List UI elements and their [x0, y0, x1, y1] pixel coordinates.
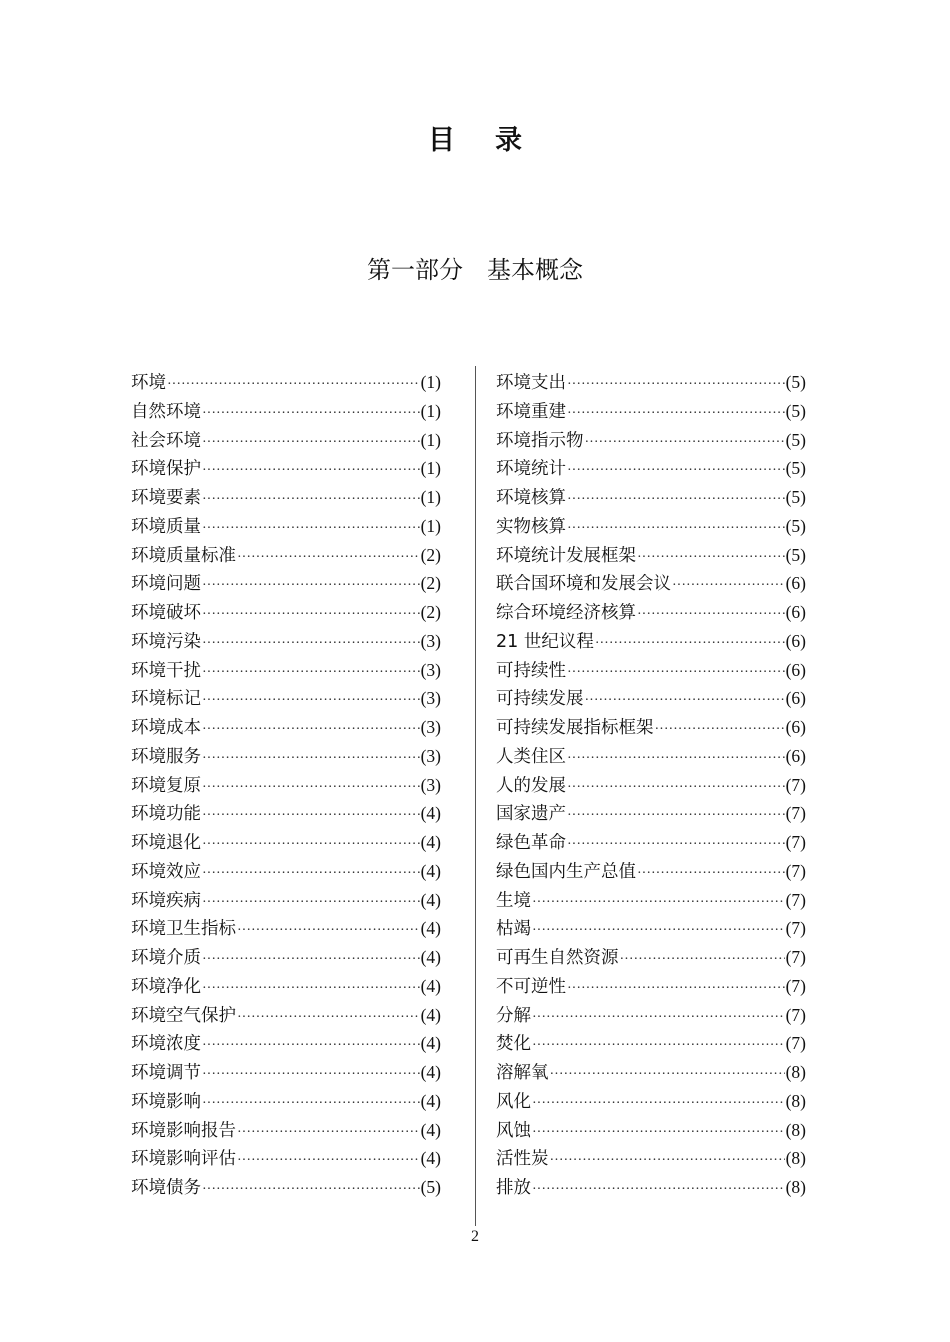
toc-entry-term: 环境要素	[131, 488, 201, 508]
toc-entry-page: (4)	[420, 1004, 441, 1025]
toc-entry-term: 环境质量	[131, 516, 201, 537]
toc-entry-page: (5)	[785, 487, 806, 507]
toc-entry[interactable]	[496, 742, 806, 771]
toc-entry-page: (2)	[420, 544, 441, 565]
toc-entry[interactable]	[496, 1087, 806, 1116]
toc-entry-page: (7)	[785, 975, 806, 996]
toc-entry-page: (6)	[785, 573, 806, 594]
dot-leader	[532, 1119, 785, 1145]
dot-leader	[202, 515, 420, 541]
toc-entry[interactable]	[131, 742, 441, 771]
toc-entry-term: 焚化	[496, 1034, 531, 1055]
toc-entry[interactable]	[496, 541, 806, 570]
toc-entry[interactable]	[496, 512, 806, 541]
dot-leader	[237, 544, 420, 570]
toc-entry-page: (7)	[785, 774, 806, 795]
toc-entry[interactable]	[131, 512, 441, 541]
toc-entry-page: (8)	[785, 1177, 806, 1197]
dot-leader	[672, 572, 785, 598]
document-title: 目录	[428, 125, 562, 156]
toc-entry-page: (1)	[420, 515, 441, 536]
toc-entry-term: 绿色国内生产总值	[496, 861, 636, 882]
toc-entry[interactable]	[131, 799, 441, 828]
toc-entry-term: 21 世纪议程	[496, 631, 594, 652]
toc-entry-term: 环境卫生指标	[131, 919, 236, 940]
dot-leader	[202, 774, 420, 800]
toc-entry-term: 环境影响评估	[131, 1149, 236, 1170]
dot-leader	[237, 1004, 420, 1030]
toc-entry-page: (7)	[785, 1033, 806, 1054]
dot-leader	[202, 889, 420, 915]
toc-entry-page: (3)	[420, 745, 441, 766]
dot-leader	[202, 1032, 420, 1058]
toc-entry[interactable]	[131, 541, 441, 570]
dot-leader	[202, 745, 420, 771]
dot-leader	[620, 946, 785, 972]
toc-entry-page: (1)	[420, 429, 441, 450]
toc-entry[interactable]	[496, 397, 806, 426]
toc-entry-term: 环境核算	[496, 488, 566, 508]
toc-entry[interactable]	[496, 598, 806, 627]
toc-entry-page: (6)	[785, 659, 806, 680]
toc-entry-term: 环境疾病	[131, 890, 201, 911]
toc-entry[interactable]	[496, 943, 806, 972]
toc-entry-term: 环境影响报告	[131, 1120, 236, 1141]
toc-entry-term: 活性炭	[496, 1149, 549, 1170]
toc-entry-term: 可持续发展指标框架	[496, 718, 654, 738]
toc-entry-term: 环境统计发展框架	[496, 545, 636, 566]
toc-entry[interactable]	[496, 914, 806, 943]
dot-leader	[567, 400, 785, 426]
toc-entry[interactable]	[131, 1173, 441, 1202]
dot-leader	[595, 630, 785, 656]
toc-entry[interactable]	[131, 656, 441, 685]
toc-entry[interactable]	[131, 914, 441, 943]
toc-entry-page: (1)	[420, 487, 441, 507]
toc-entry[interactable]	[496, 972, 806, 1001]
dot-leader	[532, 1032, 785, 1058]
toc-entry-term: 环境统计	[496, 459, 566, 480]
toc-entry-page: (4)	[420, 832, 441, 852]
toc-entry-term: 环境效应	[131, 861, 201, 882]
toc-entry[interactable]	[496, 857, 806, 886]
dot-leader	[202, 457, 420, 483]
toc-entry-page: (7)	[785, 918, 806, 939]
dot-leader	[202, 716, 420, 742]
toc-entry-term: 环境标记	[131, 689, 201, 710]
toc-entry[interactable]	[496, 1144, 806, 1173]
toc-entry-term: 综合环境经济核算	[496, 603, 636, 623]
toc-entry-term: 枯竭	[496, 919, 531, 940]
toc-entry[interactable]	[496, 1116, 806, 1145]
toc-entry[interactable]	[131, 684, 441, 713]
dot-leader	[202, 400, 420, 426]
toc-entry[interactable]	[131, 1144, 441, 1173]
toc-entry-term: 绿色革命	[496, 833, 566, 853]
toc-entry[interactable]	[496, 1173, 806, 1202]
toc-entry-page: (1)	[420, 400, 441, 421]
toc-entry-page: (5)	[785, 372, 806, 392]
toc-entry-term: 环境服务	[131, 746, 201, 767]
toc-entry-page: (5)	[420, 1177, 441, 1197]
toc-entry[interactable]	[496, 886, 806, 915]
toc-entry-term: 环境	[131, 373, 166, 393]
page-number: 2	[471, 1228, 479, 1245]
dot-leader	[202, 802, 420, 828]
toc-entry-page: (7)	[785, 803, 806, 824]
toc-entry[interactable]	[496, 713, 806, 742]
dot-leader	[567, 659, 785, 685]
dot-leader	[202, 831, 420, 857]
toc-entry[interactable]	[496, 799, 806, 828]
toc-entry-page: (5)	[785, 400, 806, 421]
dot-leader	[550, 1147, 785, 1173]
toc-entry-page: (8)	[785, 1119, 806, 1140]
dot-leader	[532, 1090, 785, 1116]
toc-entry-term: 人类住区	[496, 746, 566, 767]
toc-column-left	[131, 368, 441, 1202]
toc-entry-term: 风蚀	[496, 1120, 531, 1141]
dot-leader	[167, 371, 420, 397]
toc-entry-term: 风化	[496, 1091, 531, 1112]
toc-entry[interactable]	[131, 1116, 441, 1145]
dot-leader	[237, 1119, 420, 1145]
dot-leader	[567, 802, 785, 828]
dot-leader	[567, 371, 785, 397]
toc-entry-term: 溶解氧	[496, 1063, 549, 1083]
toc-entry[interactable]	[131, 972, 441, 1001]
dot-leader	[585, 429, 785, 455]
toc-entry-term: 环境退化	[131, 833, 201, 853]
toc-entry-page: (5)	[785, 515, 806, 536]
toc-entry[interactable]	[131, 426, 441, 455]
toc-entry[interactable]	[496, 426, 806, 455]
toc-entry-page: (4)	[420, 803, 441, 824]
dot-leader	[202, 1090, 420, 1116]
toc-entry-term: 可再生自然资源	[496, 948, 619, 968]
toc-entry[interactable]	[131, 1058, 441, 1087]
toc-entry-term: 环境空气保护	[131, 1005, 236, 1026]
toc-entry[interactable]	[131, 627, 441, 656]
toc-entry-page: (1)	[420, 372, 441, 392]
toc-entry-term: 自然环境	[131, 401, 201, 422]
toc-entry[interactable]	[131, 1001, 441, 1030]
section-heading: 第一部分 基本概念	[367, 256, 583, 284]
toc-entry[interactable]	[496, 1058, 806, 1087]
dot-leader	[237, 1147, 420, 1173]
toc-entry[interactable]	[496, 771, 806, 800]
dot-leader	[202, 860, 420, 886]
toc-entry-term: 环境成本	[131, 718, 201, 738]
toc-entry-page: (3)	[420, 630, 441, 651]
toc-entry-page: (4)	[420, 975, 441, 996]
toc-entry-page: (8)	[785, 1062, 806, 1082]
toc-entry-term: 可持续性	[496, 660, 566, 681]
toc-entry[interactable]	[131, 771, 441, 800]
toc-entry-page: (6)	[785, 717, 806, 737]
dot-leader	[550, 1061, 785, 1087]
dot-leader	[532, 917, 785, 943]
dot-leader	[202, 687, 420, 713]
toc-entry-term: 环境污染	[131, 631, 201, 652]
dot-leader	[532, 1004, 785, 1030]
toc-entry-page: (3)	[420, 717, 441, 737]
toc-entry-page: (3)	[420, 659, 441, 680]
toc-entry-page: (4)	[420, 947, 441, 967]
toc-entry-term: 排放	[496, 1178, 531, 1198]
toc-entry-term: 环境干扰	[131, 660, 201, 681]
toc-entry-page: (4)	[420, 1119, 441, 1140]
toc-entry-page: (6)	[785, 745, 806, 766]
dot-leader	[637, 544, 785, 570]
toc-entry-term: 环境调节	[131, 1063, 201, 1083]
toc-entry[interactable]	[496, 1001, 806, 1030]
toc-entry-term: 可持续发展	[496, 689, 584, 710]
dot-leader	[202, 659, 420, 685]
toc-entry-page: (5)	[785, 458, 806, 479]
dot-leader	[202, 946, 420, 972]
dot-leader	[532, 1176, 785, 1202]
dot-leader	[567, 457, 785, 483]
toc-entry-page: (1)	[420, 458, 441, 479]
toc-entry-page: (4)	[420, 1090, 441, 1111]
toc-entry-page: (6)	[785, 602, 806, 622]
toc-entry-term: 分解	[496, 1005, 531, 1026]
dot-leader	[202, 601, 420, 627]
toc-entry-page: (8)	[785, 1090, 806, 1111]
dot-leader	[637, 601, 785, 627]
dot-leader	[655, 716, 785, 742]
toc-entry-term: 环境指示物	[496, 430, 584, 451]
toc-entry-term: 环境债务	[131, 1178, 201, 1198]
toc-entry-term: 环境质量标准	[131, 545, 236, 566]
toc-entry-term: 环境问题	[131, 574, 201, 595]
toc-entry[interactable]	[131, 454, 441, 483]
dot-leader	[567, 486, 785, 512]
dot-leader	[567, 975, 785, 1001]
dot-leader	[567, 831, 785, 857]
toc-entry[interactable]	[131, 483, 441, 512]
toc-entry-term: 环境破坏	[131, 603, 201, 623]
dot-leader	[202, 572, 420, 598]
toc-entry[interactable]	[496, 627, 806, 656]
toc-entry[interactable]	[496, 368, 806, 397]
dot-leader	[202, 975, 420, 1001]
dot-leader	[237, 917, 420, 943]
toc-entry[interactable]	[496, 656, 806, 685]
toc-entry[interactable]	[131, 828, 441, 857]
column-divider	[475, 366, 476, 1226]
dot-leader	[567, 745, 785, 771]
toc-entry-term: 环境介质	[131, 948, 201, 968]
toc-entry-page: (7)	[785, 1004, 806, 1025]
dot-leader	[637, 860, 785, 886]
toc-entry[interactable]	[496, 684, 806, 713]
toc-entry-page: (6)	[785, 688, 806, 709]
toc-entry-page: (7)	[785, 860, 806, 881]
toc-entry-page: (7)	[785, 832, 806, 852]
toc-entry[interactable]	[496, 1029, 806, 1058]
toc-entry-term: 环境保护	[131, 459, 201, 480]
toc-entry-term: 国家遗产	[496, 804, 566, 825]
dot-leader	[202, 1176, 420, 1202]
toc-entry-page: (4)	[420, 918, 441, 939]
toc-entry-page: (8)	[785, 1148, 806, 1169]
dot-leader	[202, 486, 420, 512]
toc-entry-term: 环境净化	[131, 976, 201, 997]
toc-entry-term: 人的发展	[496, 775, 566, 796]
toc-entry-term: 环境浓度	[131, 1034, 201, 1055]
toc-entry-page: (3)	[420, 774, 441, 795]
toc-entry[interactable]	[131, 1029, 441, 1058]
toc-entry-term: 环境复原	[131, 775, 201, 796]
toc-entry-page: (5)	[785, 544, 806, 565]
toc-entry-page: (4)	[420, 1148, 441, 1169]
toc-entry-term: 生境	[496, 890, 531, 911]
toc-entry[interactable]	[131, 368, 441, 397]
toc-column-right	[496, 368, 806, 1202]
toc-entry[interactable]	[131, 886, 441, 915]
toc-entry-page: (7)	[785, 947, 806, 967]
dot-leader	[202, 429, 420, 455]
toc-entry-term: 社会环境	[131, 430, 201, 451]
toc-entry-page: (4)	[420, 1062, 441, 1082]
dot-leader	[202, 1061, 420, 1087]
toc-entry-page: (3)	[420, 688, 441, 709]
toc-entry-term: 环境功能	[131, 804, 201, 825]
toc-entry-page: (4)	[420, 860, 441, 881]
toc-entry-page: (2)	[420, 602, 441, 622]
toc-entry[interactable]	[496, 454, 806, 483]
toc-entry-term: 环境重建	[496, 401, 566, 422]
toc-entry[interactable]	[496, 483, 806, 512]
toc-entry[interactable]	[131, 598, 441, 627]
toc-entry[interactable]	[131, 943, 441, 972]
toc-entry[interactable]	[131, 713, 441, 742]
toc-entry-page: (6)	[785, 630, 806, 651]
toc-entry[interactable]	[496, 569, 806, 598]
toc-entry[interactable]	[131, 1087, 441, 1116]
dot-leader	[567, 774, 785, 800]
dot-leader	[532, 889, 785, 915]
toc-entry-term: 环境影响	[131, 1091, 201, 1112]
toc-entry-term: 实物核算	[496, 516, 566, 537]
dot-leader	[585, 687, 785, 713]
toc-entry-page: (4)	[420, 889, 441, 910]
toc-entry-page: (5)	[785, 429, 806, 450]
toc-entry-page: (4)	[420, 1033, 441, 1054]
dot-leader	[567, 515, 785, 541]
toc-entry[interactable]	[131, 857, 441, 886]
toc-entry-term: 环境支出	[496, 373, 566, 393]
toc-entry-page: (2)	[420, 573, 441, 594]
toc-entry-term: 不可逆性	[496, 976, 566, 997]
toc-entry[interactable]	[131, 569, 441, 598]
toc-entry[interactable]	[131, 397, 441, 426]
toc-entry-term: 联合国环境和发展会议	[496, 574, 671, 595]
toc-entry[interactable]	[496, 828, 806, 857]
toc-entry-page: (7)	[785, 889, 806, 910]
dot-leader	[202, 630, 420, 656]
